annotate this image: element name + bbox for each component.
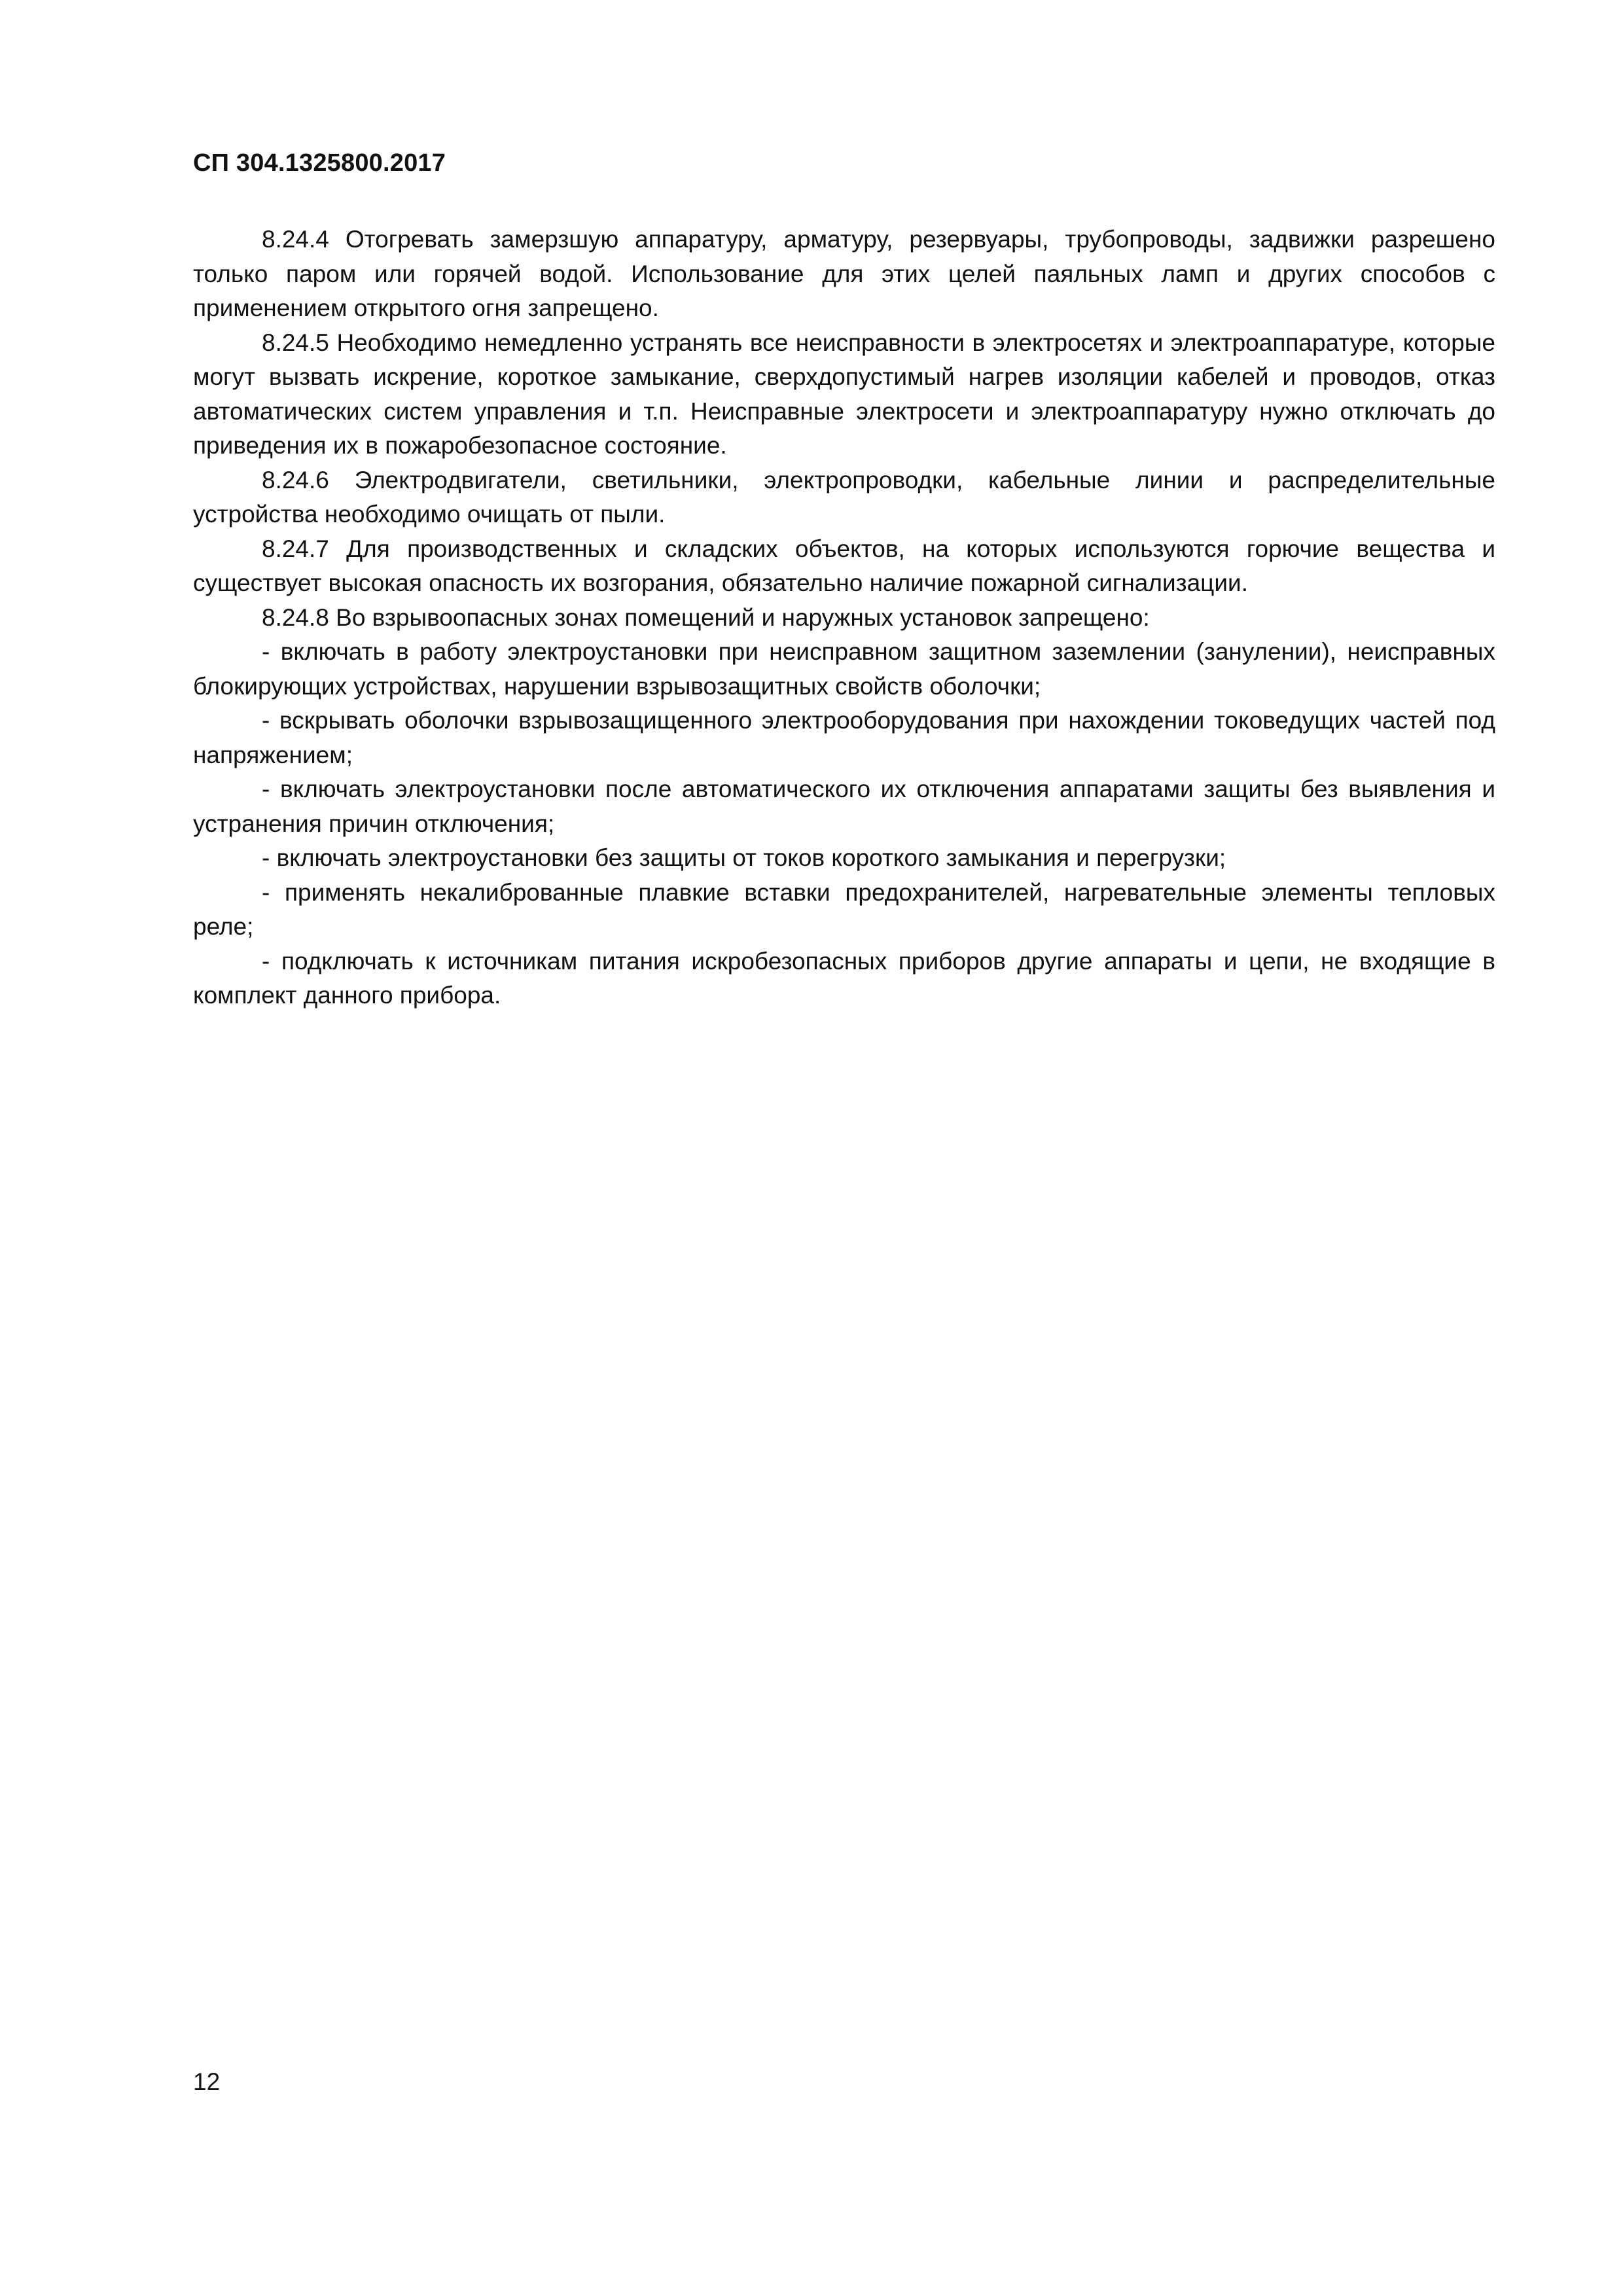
page-number: 12 [193, 2068, 221, 2095]
prohibition-item: - включать электроустановки после автоматического их отключения аппаратами защиты без выявления и устранения причин отключения; [193, 776, 1495, 837]
prohibition-item: - вскрывать оболочки взрывозащищенного электрооборудования при нахождении токоведущих частей под напряжением; [193, 707, 1495, 768]
document-code-header: СП 304.1325800.2017 [193, 149, 446, 177]
prohibition-item: - включать электроустановки без защиты от токов короткого замыкания и перегрузки; [262, 844, 1226, 871]
clause-8-24-4: 8.24.4 Отогревать замерзшую аппаратуру, арматуру, резервуары, трубопроводы, задвижки разрешено только паром или горячей водой. Использование для этих целей паяльных ламп и других способов с применением открытого огня запрещено. [193, 226, 1495, 321]
document-body [193, 223, 1495, 1013]
clause-8-24-6: 8.24.6 Электродвигатели, светильники, электропроводки, кабельные линии и распределительные устройства необходимо очищать от пыли. [193, 466, 1495, 528]
prohibition-item: - применять некалиброванные плавкие вставки предохранителей, нагревательные элементы тепловых реле; [193, 878, 1495, 940]
clause-8-24-7: 8.24.7 Для производственных и складских объектов, на которых используются горючие вещества и существует высокая опасность их возгорания, обязательно наличие пожарной сигнализации. [193, 535, 1495, 596]
prohibition-item: - включать в работу электроустановки при неисправном защитном заземлении (занулении), неисправных блокирующих устройствах, нарушении взрывозащитных свойств оболочки; [193, 638, 1495, 700]
clause-8-24-5: 8.24.5 Необходимо немедленно устранять все неисправности в электросетях и электроаппаратуре, которые могут вызвать искрение, короткое замыкание, сверхдопустимый нагрев изоляции кабелей и проводов, отказ автоматических систем управления и т.п. Неисправные электросети и электроаппаратуру нужно отключать до приведения их в пожаробезопасное состояние. [193, 329, 1495, 459]
clause-8-24-8: 8.24.8 Во взрывоопасных зонах помещений и наружных установок запрещено: [262, 603, 1150, 631]
prohibition-item: - подключать к источникам питания искробезопасных приборов другие аппараты и цепи, не входящие в комплект данного прибора. [193, 947, 1495, 1009]
